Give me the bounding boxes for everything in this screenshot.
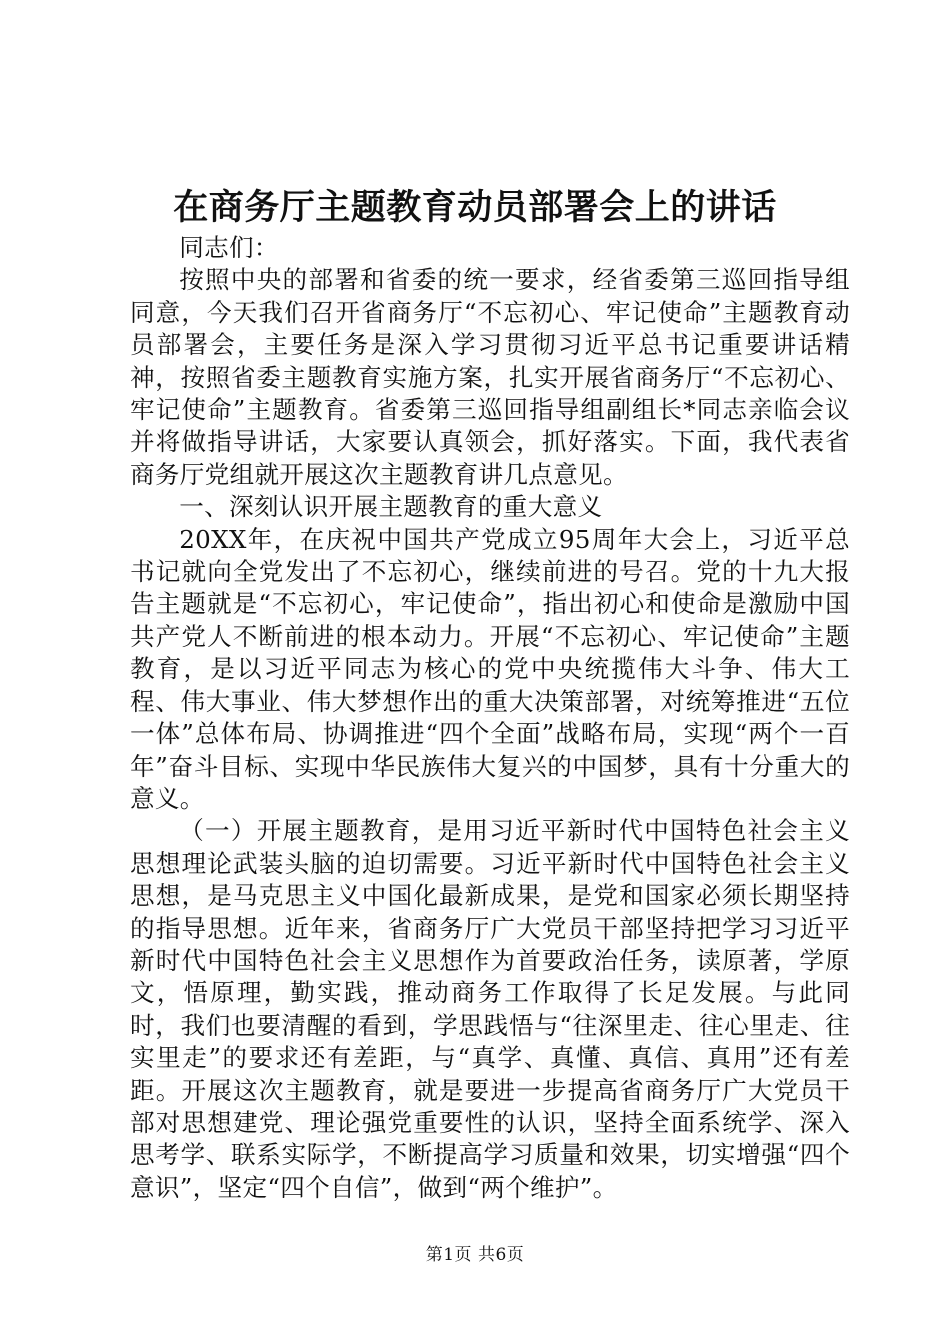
body-paragraph: （一）开展主题教育，是用习近平新时代中国特色社会主义思想理论武装头脑的迫切需要。习近平新时代中国特色社会主义思想，是马克思主义中国化最新成果，是党和国家必须长期坚持的指导思想。近年来，省商务厅广大党员干部坚持把学习习近平新时代中国特色社会主义思想作为首要政治任务，读原著，学原文，悟原理，勤实践，推动商务工作取得了长足发展。与此同时，我们也要清醒的看到，学思践悟与“往深里走、往心里走、往实里走”的要求还有差距，与“真学、真懂、真信、真用”还有差距。开展这次主题教育，就是要进一步提高省商务厅广大党员干部对思想建党、理论强党重要性的认识，坚持全面系统学、深入思考学、联系实际学，不断提高学习质量和效果，切实增强“四个意识”，坚定“四个自信”，做到“两个维护”。	[130, 816, 850, 1202]
intro-paragraph: 按照中央的部署和省委的统一要求，经省委第三巡回指导组同意，今天我们召开省商务厅“不忘初心、牢记使命”主题教育动员部署会，主要任务是深入学习贯彻习近平总书记重要讲话精神，按照省委主题教育实施方案，扎实开展省商务厅“不忘初心、牢记使命”主题教育。省委第三巡回指导组副组长*同志亲临会议并将做指导讲话，大家要认真领会，抓好落实。下面，我代表省商务厅党组就开展这次主题教育讲几点意见。	[130, 265, 850, 489]
page-footer: 第1页 共6页	[425, 1245, 525, 1265]
body-paragraph: 20XX年，在庆祝中国共产党成立95周年大会上，习近平总书记就向全党发出了不忘初心，继续前进的号召。党的十九大报告主题就是“不忘初心，牢记使命”，指出初心和使命是激励中国共产党人不断前进的根本动力。开展“不忘初心、牢记使命”主题教育，是以习近平同志为核心的党中央统揽伟大斗争、伟大工程、伟大事业、伟大梦想作出的重大决策部署，对统筹推进“五位一体”总体布局、协调推进“四个全面”战略布局，实现“两个一百年”奋斗目标、实现中华民族伟大复兴的中国梦，具有十分重大的意义。	[130, 524, 850, 813]
document-body	[130, 232, 850, 1204]
salutation: 同志们：	[179, 233, 279, 262]
document-title: 在商务厅主题教育动员部署会上的讲话	[173, 187, 777, 228]
section-heading: 一、深刻认识开展主题教育的重大意义	[179, 492, 603, 522]
